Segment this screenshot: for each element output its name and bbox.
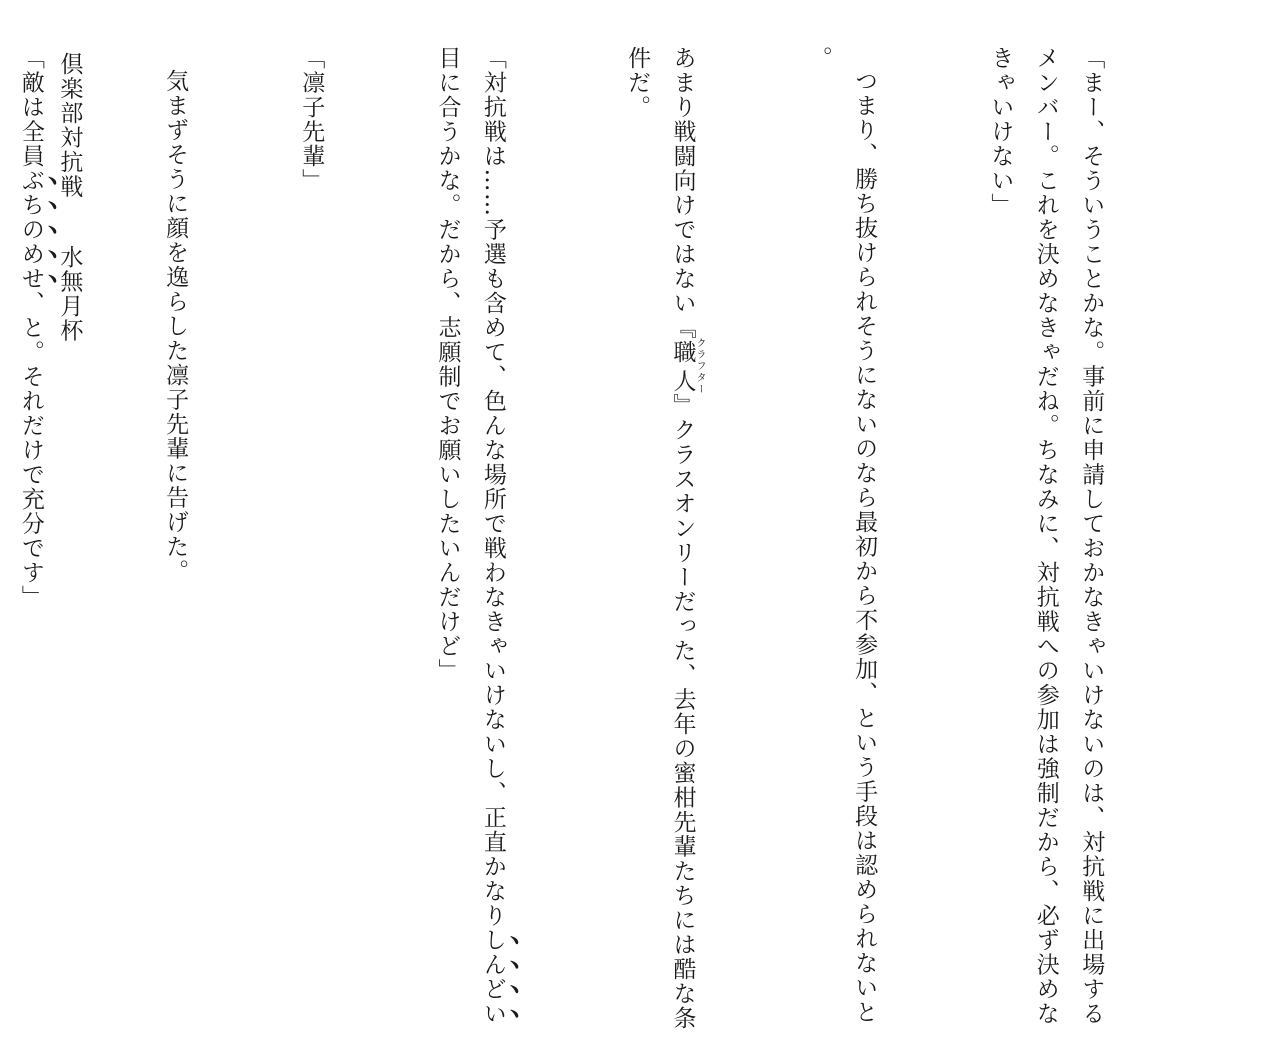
- text-line-1: 「まー、そういうことかな。事前に申請しておかなきゃいけないのは、対抗戦に出場するメンバー。これを決めなきゃだね。ちなみに、対抗戦への参加は強制だから、必ず決めなきゃいけない」: [987, 46, 1105, 1026]
- running-title-left: 倶楽部対抗戦: [56, 52, 83, 199]
- ruby-craft: [669, 337, 706, 396]
- text-line-7-part-a: 「敵は全員: [17, 46, 44, 169]
- ruby-craft-reading: クラフター: [694, 337, 706, 396]
- text-line-4-part-b: 目に合うかな。だから、志願制でお願いしたいんだけど」: [434, 46, 461, 683]
- text-line-6: 気まずそうに顔を逸らした凛子先輩に告げた。: [162, 69, 189, 584]
- text-line-3-part-a: あまり戦闘向けではない『: [669, 46, 696, 340]
- text-line-7-emphasis: ぶちのめせ: [17, 168, 44, 291]
- ruby-craft-base: 職人: [669, 337, 696, 396]
- text-line-2: つまり、勝ち抜けられそうにないのなら最初から不参加、という手段は認められないと。: [805, 46, 878, 1025]
- text-line-4-emphasis: しんどい: [479, 928, 506, 1026]
- running-title-right: 水無月杯: [56, 245, 83, 343]
- running-title: [46, 52, 91, 343]
- text-line-4-part-a: 「対抗戦は……予選も含めて、色んな場所で戦わなきゃいけないし、正直かなり: [479, 46, 506, 928]
- text-line-3: [614, 46, 705, 1046]
- text-line-7-part-b: 、と。それだけで充分です」: [17, 291, 44, 610]
- text-line-3-part-b: 』クラスオンリーだった、去年の蜜柑先輩たちには酷な条件だ。: [624, 46, 696, 1031]
- text-line-4: [424, 46, 523, 1046]
- novel-text-body: [17, 46, 1204, 1046]
- text-line-5: 「凛子先輩」: [298, 46, 325, 193]
